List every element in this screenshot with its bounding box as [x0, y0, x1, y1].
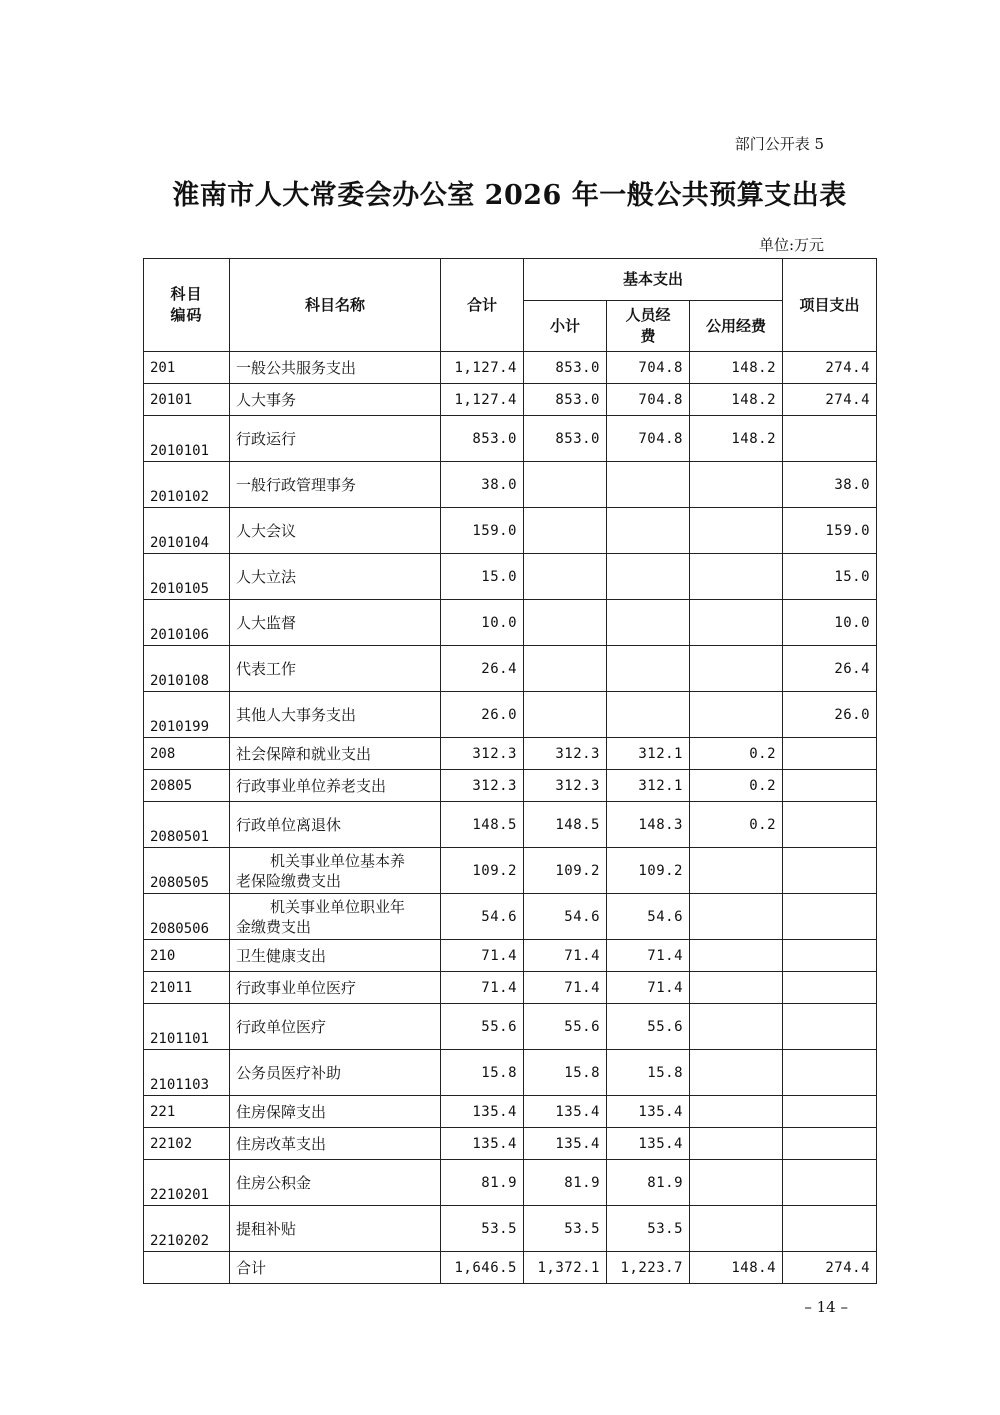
project-cell [783, 738, 877, 770]
name-cell: 人大事务 [230, 384, 441, 416]
subtotal-cell [524, 600, 607, 646]
project-cell: 10.0 [783, 600, 877, 646]
code-cell: 21011 [144, 972, 230, 1004]
subtotal-cell: 71.4 [524, 940, 607, 972]
table-row [144, 1050, 877, 1096]
project-cell: 274.4 [783, 384, 877, 416]
name-cell: 一般行政管理事务 [230, 462, 441, 508]
project-cell [783, 894, 877, 940]
public-cell [690, 508, 783, 554]
name-cell: 行政单位医疗 [230, 1004, 441, 1050]
project-cell [783, 1128, 877, 1160]
subtotal-cell: 1,372.1 [524, 1252, 607, 1284]
subtotal-cell: 853.0 [524, 416, 607, 462]
public-cell: 0.2 [690, 802, 783, 848]
subtotal-cell: 81.9 [524, 1160, 607, 1206]
total-cell: 71.4 [441, 940, 524, 972]
name-cell: 住房公积金 [230, 1160, 441, 1206]
subtotal-cell: 71.4 [524, 972, 607, 1004]
code-cell: 2101103 [144, 1050, 230, 1096]
personnel-cell: 704.8 [607, 352, 690, 384]
personnel-cell: 704.8 [607, 384, 690, 416]
public-cell: 0.2 [690, 770, 783, 802]
table-row [144, 1096, 877, 1128]
total-cell: 15.8 [441, 1050, 524, 1096]
name-cell: 公务员医疗补助 [230, 1050, 441, 1096]
total-cell: 71.4 [441, 972, 524, 1004]
code-cell: 2010105 [144, 554, 230, 600]
project-cell [783, 770, 877, 802]
code-cell: 22102 [144, 1128, 230, 1160]
project-cell [783, 1050, 877, 1096]
personnel-cell: 135.4 [607, 1128, 690, 1160]
table-row [144, 1004, 877, 1050]
public-cell [690, 1050, 783, 1096]
public-cell [690, 554, 783, 600]
total-cell: 10.0 [441, 600, 524, 646]
total-cell: 148.5 [441, 802, 524, 848]
name-cell: 住房保障支出 [230, 1096, 441, 1128]
code-cell: 2010106 [144, 600, 230, 646]
table-number: 部门公开表 5 [734, 135, 824, 153]
name-cell [230, 848, 441, 894]
total-cell: 1,127.4 [441, 384, 524, 416]
project-cell: 159.0 [783, 508, 877, 554]
public-cell [690, 1160, 783, 1206]
personnel-cell: 148.3 [607, 802, 690, 848]
public-cell: 0.2 [690, 738, 783, 770]
personnel-cell [607, 600, 690, 646]
public-cell: 148.2 [690, 416, 783, 462]
name-line1: 机关事业单位职业年 [270, 897, 406, 916]
subtotal-cell [524, 554, 607, 600]
table-row [144, 1160, 877, 1206]
total-row [144, 1252, 877, 1284]
personnel-cell [607, 692, 690, 738]
total-cell: 26.0 [441, 692, 524, 738]
personnel-cell [607, 646, 690, 692]
table-row [144, 972, 877, 1004]
subtotal-cell [524, 692, 607, 738]
subtotal-cell: 54.6 [524, 894, 607, 940]
table-row [144, 646, 877, 692]
subtotal-cell: 853.0 [524, 352, 607, 384]
total-cell: 55.6 [441, 1004, 524, 1050]
project-cell: 38.0 [783, 462, 877, 508]
header-project: 项目支出 [783, 259, 877, 352]
total-cell: 853.0 [441, 416, 524, 462]
code-cell [144, 1252, 230, 1284]
project-cell [783, 802, 877, 848]
project-cell [783, 848, 877, 894]
total-cell: 53.5 [441, 1206, 524, 1252]
project-cell: 274.4 [783, 352, 877, 384]
public-cell [690, 462, 783, 508]
name-cell: 一般公共服务支出 [230, 352, 441, 384]
public-cell [690, 692, 783, 738]
name-cell: 提租补贴 [230, 1206, 441, 1252]
header-name: 科目名称 [230, 259, 441, 352]
personnel-cell: 135.4 [607, 1096, 690, 1128]
public-cell: 148.2 [690, 352, 783, 384]
personnel-cell: 312.1 [607, 770, 690, 802]
name-cell: 人大会议 [230, 508, 441, 554]
name-cell: 行政事业单位养老支出 [230, 770, 441, 802]
header-code [144, 259, 230, 352]
public-cell [690, 1128, 783, 1160]
personnel-cell: 1,223.7 [607, 1252, 690, 1284]
public-cell [690, 848, 783, 894]
subtotal-cell: 53.5 [524, 1206, 607, 1252]
code-cell: 2101101 [144, 1004, 230, 1050]
table-row [144, 692, 877, 738]
table-row [144, 738, 877, 770]
subtotal-cell [524, 646, 607, 692]
name-cell: 人大监督 [230, 600, 441, 646]
code-cell: 2080505 [144, 848, 230, 894]
public-cell [690, 1206, 783, 1252]
subtotal-cell: 109.2 [524, 848, 607, 894]
name-cell: 住房改革支出 [230, 1128, 441, 1160]
subtotal-cell: 312.3 [524, 738, 607, 770]
public-cell [690, 894, 783, 940]
total-cell: 15.0 [441, 554, 524, 600]
subtotal-cell: 853.0 [524, 384, 607, 416]
header-total: 合计 [441, 259, 524, 352]
public-cell [690, 1004, 783, 1050]
unit-label: 单位:万元 [758, 236, 824, 254]
public-cell [690, 1096, 783, 1128]
code-cell: 2010101 [144, 416, 230, 462]
code-cell: 2210201 [144, 1160, 230, 1206]
name-cell: 其他人大事务支出 [230, 692, 441, 738]
subtotal-cell [524, 462, 607, 508]
public-cell: 148.2 [690, 384, 783, 416]
public-cell [690, 940, 783, 972]
project-cell [783, 1004, 877, 1050]
personnel-cell: 312.1 [607, 738, 690, 770]
personnel-cell [607, 554, 690, 600]
personnel-cell: 81.9 [607, 1160, 690, 1206]
personnel-cell: 55.6 [607, 1004, 690, 1050]
code-cell: 2080501 [144, 802, 230, 848]
name-cell: 行政运行 [230, 416, 441, 462]
header-personnel-line1: 人员经 [625, 306, 671, 324]
table-row [144, 1128, 877, 1160]
personnel-cell: 54.6 [607, 894, 690, 940]
table-row [144, 416, 877, 462]
total-cell: 54.6 [441, 894, 524, 940]
header-basic-group: 基本支出 [524, 259, 783, 301]
code-cell: 201 [144, 352, 230, 384]
total-cell: 1,646.5 [441, 1252, 524, 1284]
page-title: 淮南市人大常委会办公室 2026 年一般公共预算支出表 [172, 180, 847, 211]
code-cell: 208 [144, 738, 230, 770]
code-cell: 2010108 [144, 646, 230, 692]
personnel-cell: 71.4 [607, 972, 690, 1004]
total-cell: 159.0 [441, 508, 524, 554]
name-line2: 老保险缴费支出 [236, 871, 342, 890]
project-cell [783, 1160, 877, 1206]
table-row [144, 508, 877, 554]
project-cell [783, 1096, 877, 1128]
public-cell [690, 600, 783, 646]
table-row [144, 352, 877, 384]
name-cell: 合计 [230, 1252, 441, 1284]
total-cell: 135.4 [441, 1096, 524, 1128]
name-cell [230, 894, 441, 940]
subtotal-cell: 148.5 [524, 802, 607, 848]
name-cell: 卫生健康支出 [230, 940, 441, 972]
personnel-cell [607, 462, 690, 508]
table-row [144, 848, 877, 894]
name-cell: 社会保障和就业支出 [230, 738, 441, 770]
table-row [144, 940, 877, 972]
personnel-cell [607, 508, 690, 554]
name-cell: 代表工作 [230, 646, 441, 692]
personnel-cell: 71.4 [607, 940, 690, 972]
code-cell: 210 [144, 940, 230, 972]
name-line1: 机关事业单位基本养 [270, 851, 406, 870]
header-public: 公用经费 [690, 301, 783, 352]
name-line2: 金缴费支出 [236, 917, 312, 936]
project-cell: 26.4 [783, 646, 877, 692]
subtotal-cell [524, 508, 607, 554]
header-personnel [607, 301, 690, 352]
project-cell [783, 940, 877, 972]
personnel-cell: 704.8 [607, 416, 690, 462]
table-row [144, 770, 877, 802]
personnel-cell: 109.2 [607, 848, 690, 894]
header-subtotal: 小计 [524, 301, 607, 352]
header-personnel-line2: 费 [640, 327, 656, 345]
total-cell: 38.0 [441, 462, 524, 508]
project-cell: 15.0 [783, 554, 877, 600]
project-cell [783, 416, 877, 462]
page-number: – 14 – [804, 1298, 848, 1316]
public-cell [690, 972, 783, 1004]
public-cell [690, 646, 783, 692]
subtotal-cell: 55.6 [524, 1004, 607, 1050]
total-cell: 312.3 [441, 738, 524, 770]
code-cell: 2010104 [144, 508, 230, 554]
personnel-cell: 53.5 [607, 1206, 690, 1252]
total-cell: 26.4 [441, 646, 524, 692]
name-cell: 人大立法 [230, 554, 441, 600]
budget-table [143, 258, 877, 1284]
table-row [144, 802, 877, 848]
total-cell: 312.3 [441, 770, 524, 802]
code-cell: 20805 [144, 770, 230, 802]
project-cell: 274.4 [783, 1252, 877, 1284]
project-cell: 26.0 [783, 692, 877, 738]
table-row [144, 554, 877, 600]
subtotal-cell: 312.3 [524, 770, 607, 802]
code-cell: 2210202 [144, 1206, 230, 1252]
table-row [144, 600, 877, 646]
subtotal-cell: 15.8 [524, 1050, 607, 1096]
table-row [144, 1206, 877, 1252]
code-cell: 2010199 [144, 692, 230, 738]
header-code-line2: 编码 [170, 306, 203, 324]
code-cell: 20101 [144, 384, 230, 416]
code-cell: 2010102 [144, 462, 230, 508]
subtotal-cell: 135.4 [524, 1128, 607, 1160]
header-code-line1: 科目 [170, 285, 203, 303]
table-row [144, 462, 877, 508]
total-cell: 81.9 [441, 1160, 524, 1206]
total-cell: 135.4 [441, 1128, 524, 1160]
table-header [144, 259, 877, 352]
project-cell [783, 1206, 877, 1252]
table-row [144, 384, 877, 416]
personnel-cell: 15.8 [607, 1050, 690, 1096]
table-body [144, 352, 877, 1284]
public-cell: 148.4 [690, 1252, 783, 1284]
subtotal-cell: 135.4 [524, 1096, 607, 1128]
code-cell: 2080506 [144, 894, 230, 940]
code-cell: 221 [144, 1096, 230, 1128]
name-cell: 行政事业单位医疗 [230, 972, 441, 1004]
name-cell: 行政单位离退休 [230, 802, 441, 848]
table-row [144, 894, 877, 940]
total-cell: 109.2 [441, 848, 524, 894]
project-cell [783, 972, 877, 1004]
total-cell: 1,127.4 [441, 352, 524, 384]
